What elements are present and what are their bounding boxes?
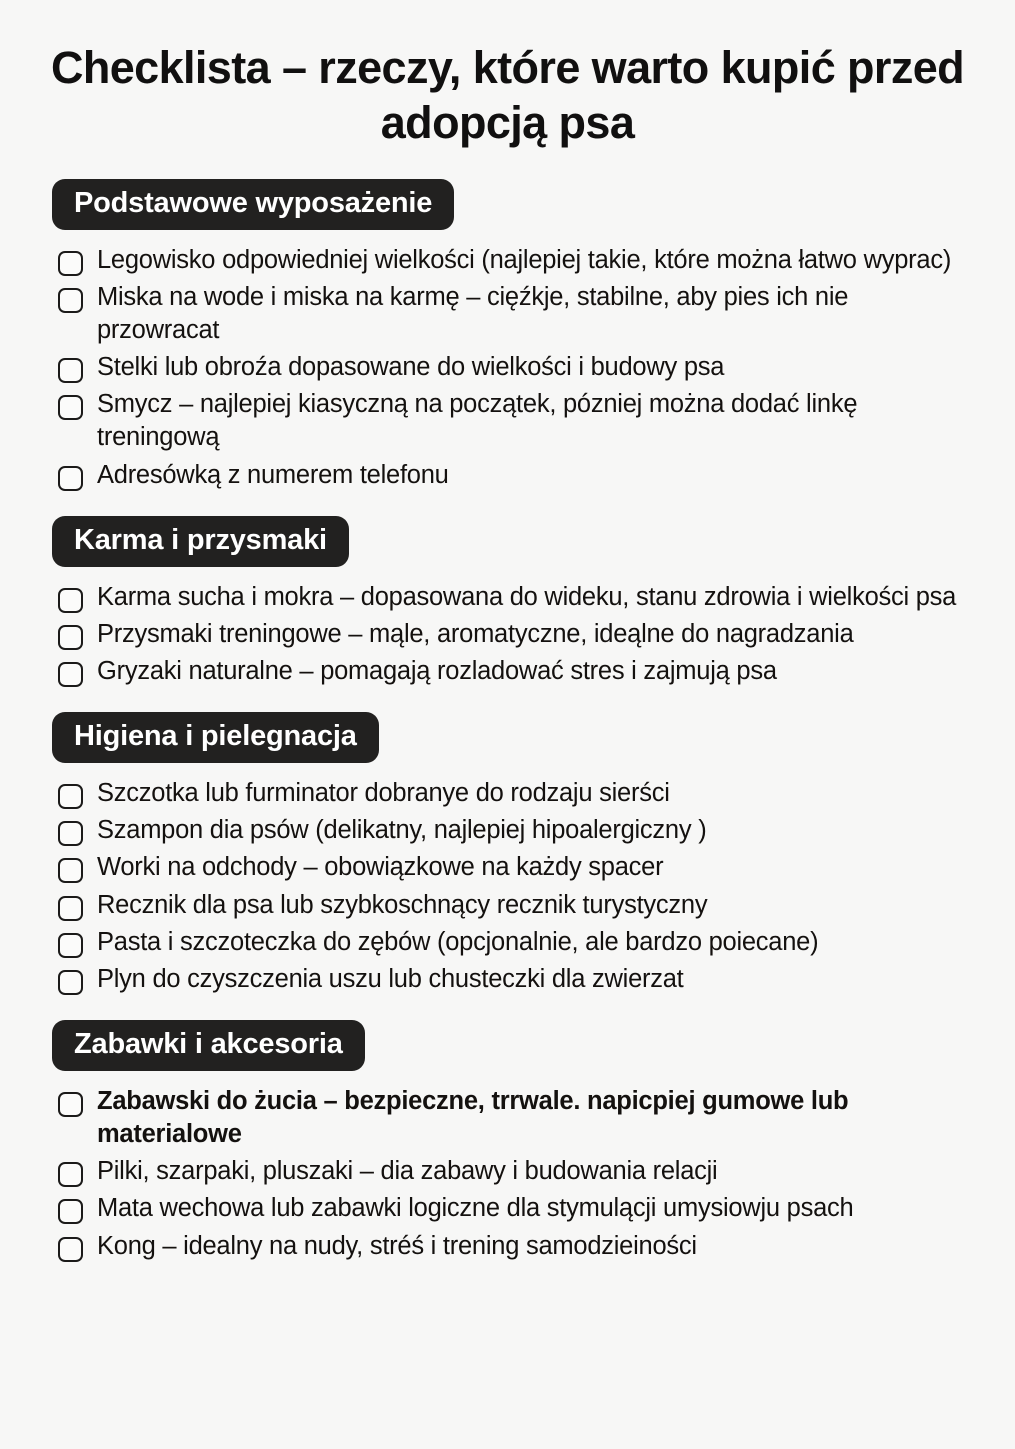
- checkbox-icon[interactable]: [58, 1199, 83, 1224]
- checklist-items: [52, 242, 967, 494]
- section-heading-badge: Karma i przysmaki: [52, 516, 349, 567]
- checklist-item[interactable]: [52, 242, 967, 279]
- checkbox-icon[interactable]: [58, 251, 83, 276]
- checklist-item[interactable]: [52, 849, 967, 886]
- checklist-item[interactable]: [52, 887, 967, 924]
- checklist-item[interactable]: [52, 961, 967, 998]
- checkbox-icon[interactable]: [58, 358, 83, 383]
- checklist-item-label: Worki na odchody – obowiązkowe na każdy spacer: [97, 853, 664, 882]
- checkbox-icon[interactable]: [58, 933, 83, 958]
- checklist-item[interactable]: [52, 1228, 967, 1265]
- checkbox-icon[interactable]: [58, 896, 83, 921]
- checklist-item-label: Pilki, szarpaki, pluszaki – dia zabawy i budowania relacji: [97, 1157, 718, 1186]
- checkbox-icon[interactable]: [58, 662, 83, 687]
- checklist-item-label: Gryzaki naturalne – pomagają rozladować stres i zajmują psa: [97, 656, 777, 685]
- checklist-item-label: Szampon dia psów (delikatny, najlepiej hipoalergiczny ): [97, 816, 707, 845]
- checklist-item-label: Legowisko odpowiedniej wielkości (najlepiej takie, które można łatwo wyprac): [97, 245, 952, 274]
- checklist-item-label: Smycz – najlepiej kiasyczną na początek, pózniej można dodać linkę treningową: [97, 390, 858, 452]
- checkbox-icon[interactable]: [58, 821, 83, 846]
- checkbox-icon[interactable]: [58, 288, 83, 313]
- checkbox-icon[interactable]: [58, 1237, 83, 1262]
- section-heading-badge: Higiena i pielegnacja: [52, 712, 379, 763]
- checklist-item-label: Pasta i szczoteczka do zębów (opcjonalnie, ale bardzo poiecane): [97, 927, 819, 956]
- checkbox-icon[interactable]: [58, 466, 83, 491]
- checkbox-icon[interactable]: [58, 395, 83, 420]
- section-heading-badge: Podstawowe wyposażenie: [52, 179, 454, 230]
- checklist-item[interactable]: [52, 1083, 967, 1153]
- checkbox-icon[interactable]: [58, 588, 83, 613]
- checklist-item-label: Kong – idealny na nudy, stréś i trening samodzieiności: [97, 1231, 697, 1260]
- checklist-item[interactable]: [52, 349, 967, 386]
- checkbox-icon[interactable]: [58, 1162, 83, 1187]
- checklist-item-label: Recznik dla psa lub szybkoschnący recznik turystyczny: [97, 890, 708, 919]
- checklist-item[interactable]: [52, 1190, 967, 1227]
- checklist-item[interactable]: [52, 457, 967, 494]
- checklist-item-label: Przysmaki treningowe – mąle, aromatyczne, ideąlne do nagradzania: [97, 619, 854, 648]
- checklist-section: [52, 712, 967, 998]
- checklist-item-label: Zabawski do żucia – bezpieczne, trrwale. napicpiej gumowe lub materialowe: [97, 1086, 849, 1149]
- checklist-sections: [0, 179, 1015, 1265]
- checklist-item-label: Stelki lub obroźa dopasowane do wielkości i budowy psa: [97, 353, 725, 382]
- checkbox-icon[interactable]: [58, 858, 83, 883]
- checklist-item-label: Plyn do czyszczenia uszu lub chusteczki dla zwierzat: [97, 964, 684, 993]
- checklist-item[interactable]: [52, 812, 967, 849]
- page-title: Checklista – rzeczy, które warto kupić przed adopcją psa: [50, 42, 965, 149]
- checklist-section: [52, 179, 967, 494]
- checklist-items: [52, 775, 967, 998]
- checkbox-icon[interactable]: [58, 1092, 83, 1117]
- checklist-item-label: Mata wechowa lub zabawki logiczne dla stymulącji umysiowju psach: [97, 1194, 854, 1223]
- checklist-item[interactable]: [52, 1153, 967, 1190]
- checkbox-icon[interactable]: [58, 970, 83, 995]
- checklist-item-label: Adresówką z numerem telefonu: [97, 460, 449, 489]
- checklist-item[interactable]: [52, 579, 967, 616]
- checklist-section: [52, 1020, 967, 1265]
- checklist-item-label: Miska na wode i miska na karmę – cięźkje, stabilne, aby pies ich nie przowracat: [97, 282, 849, 344]
- checklist-item[interactable]: [52, 616, 967, 653]
- checklist-item-label: Szczotka lub furminator dobranye do rodzaju sierści: [97, 779, 670, 808]
- checkbox-icon[interactable]: [58, 625, 83, 650]
- checkbox-icon[interactable]: [58, 784, 83, 809]
- checklist-items: [52, 579, 967, 690]
- checklist-items: [52, 1083, 967, 1265]
- checklist-item[interactable]: [52, 775, 967, 812]
- checklist-item[interactable]: [52, 924, 967, 961]
- checklist-item[interactable]: [52, 279, 967, 349]
- checklist-item[interactable]: [52, 386, 967, 456]
- checklist-section: [52, 516, 967, 690]
- checklist-item-label: Karma sucha i mokra – dopasowana do wideku, stanu zdrowia i wielkości psa: [97, 582, 957, 611]
- checklist-item[interactable]: [52, 653, 967, 690]
- section-heading-badge: Zabawki i akcesoria: [52, 1020, 365, 1071]
